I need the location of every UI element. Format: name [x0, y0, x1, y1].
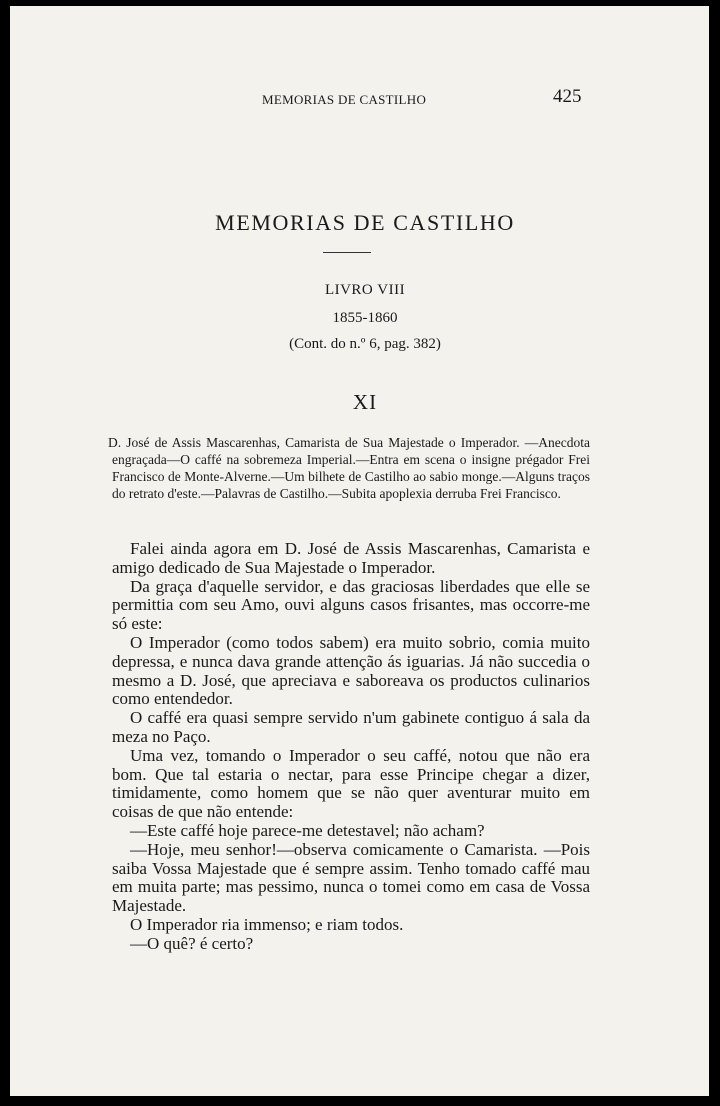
- paragraph: O caffé era quasi sempre servido n'um gabinete contiguo á sala da meza no Paço.: [112, 708, 590, 746]
- paragraph: O Imperador (como todos sabem) era muito sobrio, comia muito depressa, e nunca dava grande attenção ás iguarias. Já não succedia o mesmo a D. José, que apreciava e saboreava os productos culinarios como entendedor.: [112, 632, 590, 709]
- running-head: MEMORIAS DE CASTILHO: [262, 92, 427, 107]
- continuation-note: (Cont. do n.º 6, pag. 382): [289, 336, 441, 352]
- years-range: 1855-1860: [332, 310, 398, 326]
- paragraph: Da graça d'aquelle servidor, e das graciosas liberdades que elle se permittia com seu Amo, ouvi alguns casos frisantes, mas occorre-me só este:: [112, 576, 590, 634]
- chapter-title: MEMORIAS DE CASTILHO: [215, 210, 515, 235]
- chapter-number: XI: [352, 390, 378, 414]
- title-rule: [323, 252, 371, 253]
- paragraph: —O quê? é certo?: [130, 933, 254, 953]
- paragraph: Uma vez, tomando o Imperador o seu caffé, notou que não era bom. Que tal estaria o nectar, para esse Principe chegar a dizer, timidamente, como homem que se não quer aventurar muito em coisas de que não entende:: [112, 745, 590, 822]
- page-number: 425: [553, 86, 582, 107]
- book-page: [10, 6, 709, 1096]
- paragraph: O Imperador ria immenso; e riam todos.: [130, 914, 404, 934]
- paragraph: Falei ainda agora em D. José de Assis Mascarenhas, Camarista e amigo dedicado de Sua Majestade o Imperador.: [112, 539, 590, 577]
- paragraph: —Hoje, meu senhor!—observa comicamente o Camarista. —Pois saiba Vossa Majestade que é sempre assim. Tenho tomado caffé mau em muita parte; mas pessimo, nunca o tomei como em casa de Vossa Majestade.: [112, 839, 590, 916]
- book-number: LIVRO VIII: [324, 282, 406, 298]
- chapter-summary: D. José de Assis Mascarenhas, Camarista de Sua Majestade o Imperador. —Anecdota engraçada—O caffé na sobremeza Imperial.—Entra em scena o insigne prégador Frei Francisco de Monte-Alverne.—Um bilhete de Castilho ao sabio monge.—Alguns traços do retrato d'este.—Palavras de Castilho.—Subita apoplexia derruba Frei Francisco.: [108, 435, 590, 501]
- paragraph: —Este caffé hoje parece-me detestavel; não acham?: [130, 820, 485, 840]
- body-text: [112, 540, 590, 954]
